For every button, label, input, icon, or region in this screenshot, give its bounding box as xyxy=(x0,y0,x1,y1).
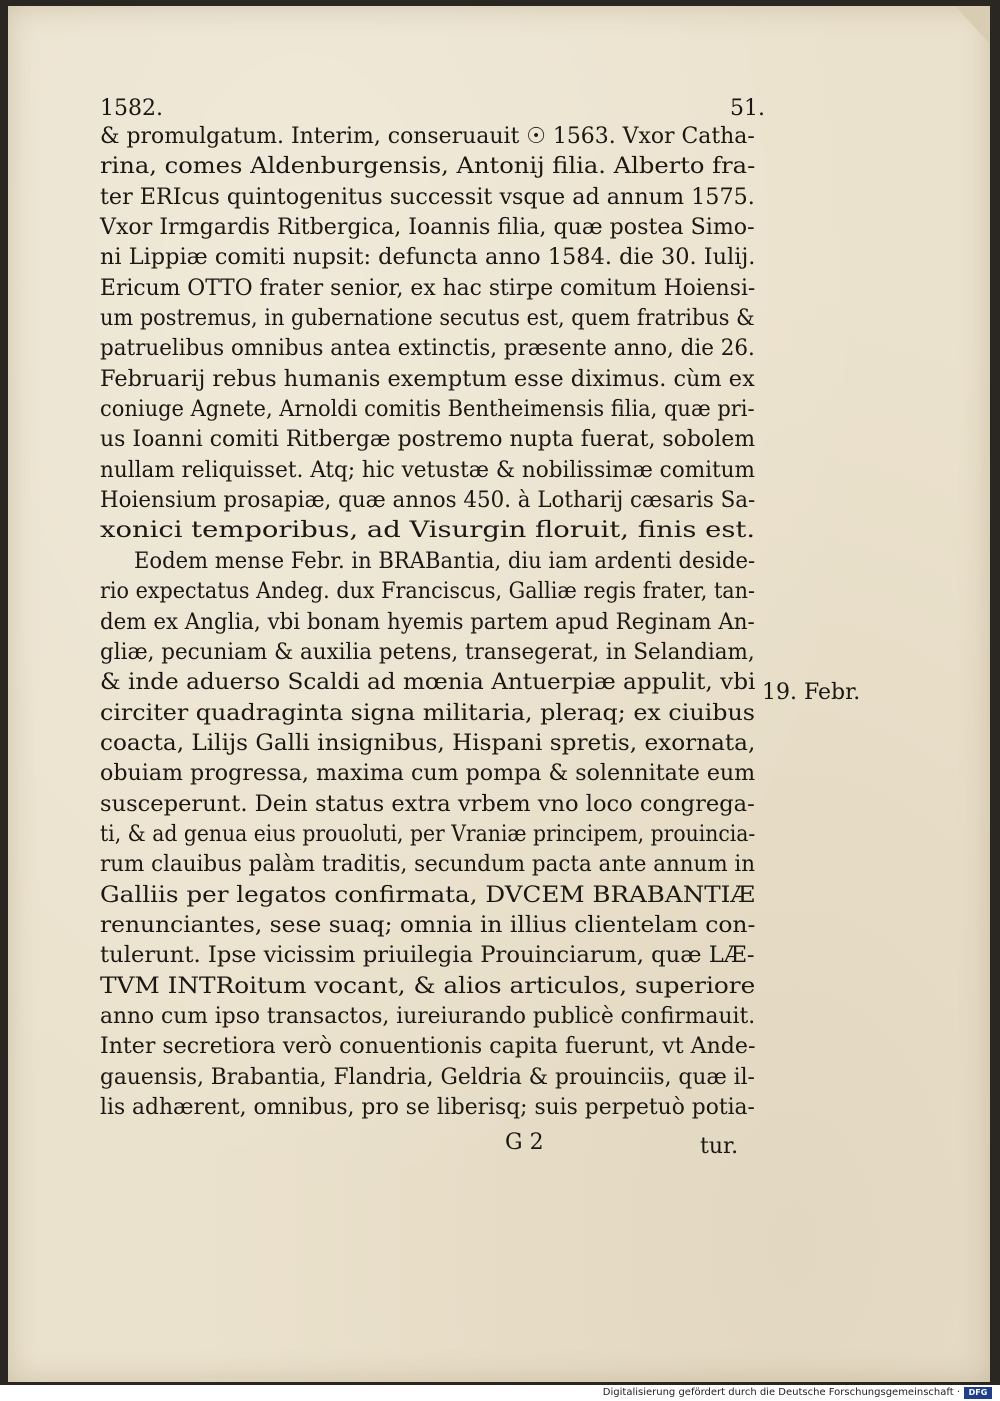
text-line: rum clauibus palàm traditis, secundum pacta ante annum in xyxy=(100,852,756,878)
text-line: us Ioanni comiti Ritbergæ postremo nupta fuerat, sobolem xyxy=(100,427,756,453)
text-line: tulerunt. Ipse vicissim priuilegia Prouinciarum, quæ LÆ- xyxy=(100,943,755,969)
text-line: um postremus, in gubernatione secutus est, quem fratribus & xyxy=(100,306,755,332)
text-line: dem ex Anglia, vbi bonam hyemis partem apud Reginam An- xyxy=(100,609,755,635)
text-line: susceperunt. Dein status extra vrbem vno loco congrega- xyxy=(100,791,755,817)
text-line: rio expectatus Andeg. dux Franciscus, Galliæ regis frater, tan- xyxy=(100,579,755,605)
text-line: Februarij rebus humanis exemptum esse diximus. cùm ex xyxy=(100,366,755,392)
page-number: 51. xyxy=(730,96,765,121)
text-line: renunciantes, sese suaq; omnia in illius clientelam con- xyxy=(100,912,756,938)
text-line: Galliis per legatos confirmata, DVCEM BRABANTIÆ xyxy=(100,882,756,908)
text-line: TVM INTRoitum vocant, & alios articulos, superiore xyxy=(100,973,756,999)
text-line: xonici temporibus, ad Visurgin floruit, finis est. xyxy=(100,518,756,544)
text-line: rina, comes Aldenburgensis, Antonij filia. Alberto fra- xyxy=(100,154,756,180)
digitization-footer xyxy=(0,1385,1000,1401)
text-line: ter ERIcus quintogenitus successit vsque ad annum 1575. xyxy=(100,184,755,210)
signature-mark: G 2 xyxy=(505,1130,544,1155)
dfg-logo: DFG xyxy=(964,1387,992,1399)
text-line: Hoiensium prosapiæ, quæ annos 450. à Lotharij cæsaris Sa- xyxy=(100,488,756,514)
text-line: nullam reliquisset. Atq; hic vetustæ & nobilissimæ comitum xyxy=(100,457,755,483)
paragraph-start-line: Eodem mense Febr. in BRABantia, diu iam ardenti deside- xyxy=(134,548,756,574)
text-line: patruelibus omnibus antea extinctis, præsente anno, die 26. xyxy=(100,336,755,362)
text-line: Inter secretiora verò conuentionis capita fuerunt, vt Ande- xyxy=(100,1034,756,1060)
text-line: obuiam progressa, maxima cum pompa & solennitate eum xyxy=(100,761,756,787)
text-line: & promulgatum. Interim, conseruauit ☉ 1563. Vxor Catha- xyxy=(100,124,755,149)
page-year-heading: 1582. xyxy=(100,96,163,121)
text-line: ni Lippiæ comiti nupsit: defuncta anno 1584. die 30. Iulij. xyxy=(100,245,756,271)
text-line: coacta, Lilijs Galli insignibus, Hispani spretis, exornata, xyxy=(100,730,756,756)
margin-date-note: 19. Febr. xyxy=(762,680,861,705)
text-line: Ericum OTTO frater senior, ex hac stirpe comitum Hoiensi- xyxy=(100,275,756,301)
catchword: tur. xyxy=(700,1134,739,1159)
text-line: ti, & ad genua eius prouoluti, per Vraniæ principem, prouincia- xyxy=(100,821,756,847)
text-line: & inde aduerso Scaldi ad mœnia Antuerpiæ appulit, vbi xyxy=(100,670,756,696)
text-line: gliæ, pecuniam & auxilia petens, transegerat, in Selandiam, xyxy=(100,639,755,665)
text-line: gauensis, Brabantia, Flandria, Geldria & prouinciis, quæ il- xyxy=(100,1064,755,1090)
body-text xyxy=(100,122,755,1123)
text-line: Vxor Irmgardis Ritbergica, Ioannis filia, quæ postea Simo- xyxy=(100,215,755,241)
text-line: circiter quadraginta signa militaria, pleraq; ex ciuibus xyxy=(100,700,755,726)
text-line: anno cum ipso transactos, iureiurando publicè confirmauit. xyxy=(100,1003,756,1029)
footer-credit: Digitalisierung gefördert durch die Deutsche Forschungsgemeinschaft · xyxy=(602,1387,960,1398)
text-line: lis adhærent, omnibus, pro se liberisq; suis perpetuò potia- xyxy=(100,1095,755,1120)
text-line: coniuge Agnete, Arnoldi comitis Bentheimensis filia, quæ pri- xyxy=(100,397,755,423)
